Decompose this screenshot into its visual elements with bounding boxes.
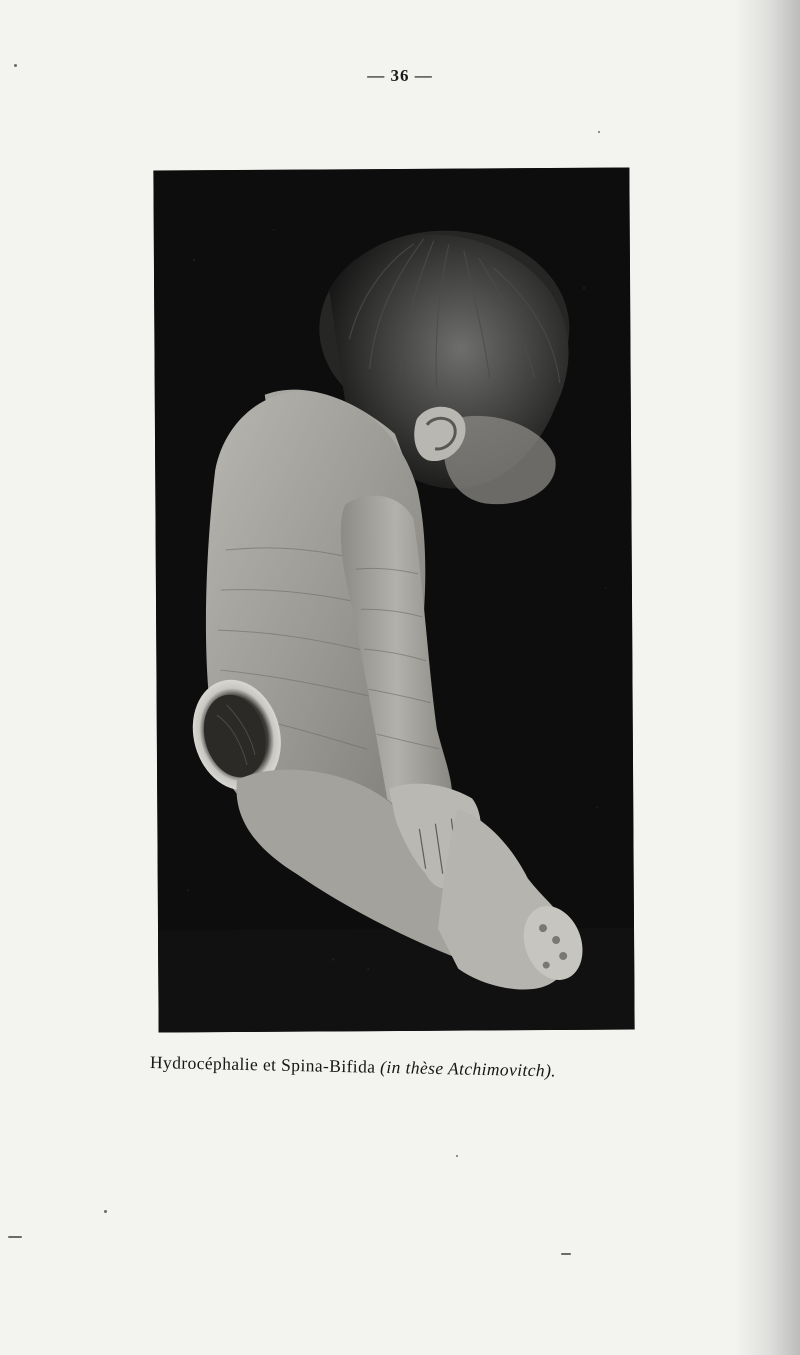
caption-italic-citation: (in thèse Atchimovitch). [379, 1056, 557, 1081]
paper-speck [104, 1210, 107, 1213]
paper-speck [456, 1155, 458, 1157]
specimen-photograph [153, 168, 634, 1033]
figure-caption [150, 1052, 630, 1083]
paper-speck [14, 64, 17, 67]
caption-roman-text: Hydrocéphalie et Spina-Bifida [149, 1052, 381, 1077]
paper-speck [561, 1253, 571, 1255]
paper-speck [598, 131, 600, 133]
page-number: — 36 — [367, 66, 433, 85]
paper-speck [8, 1236, 22, 1238]
photographic-plate [153, 168, 634, 1033]
